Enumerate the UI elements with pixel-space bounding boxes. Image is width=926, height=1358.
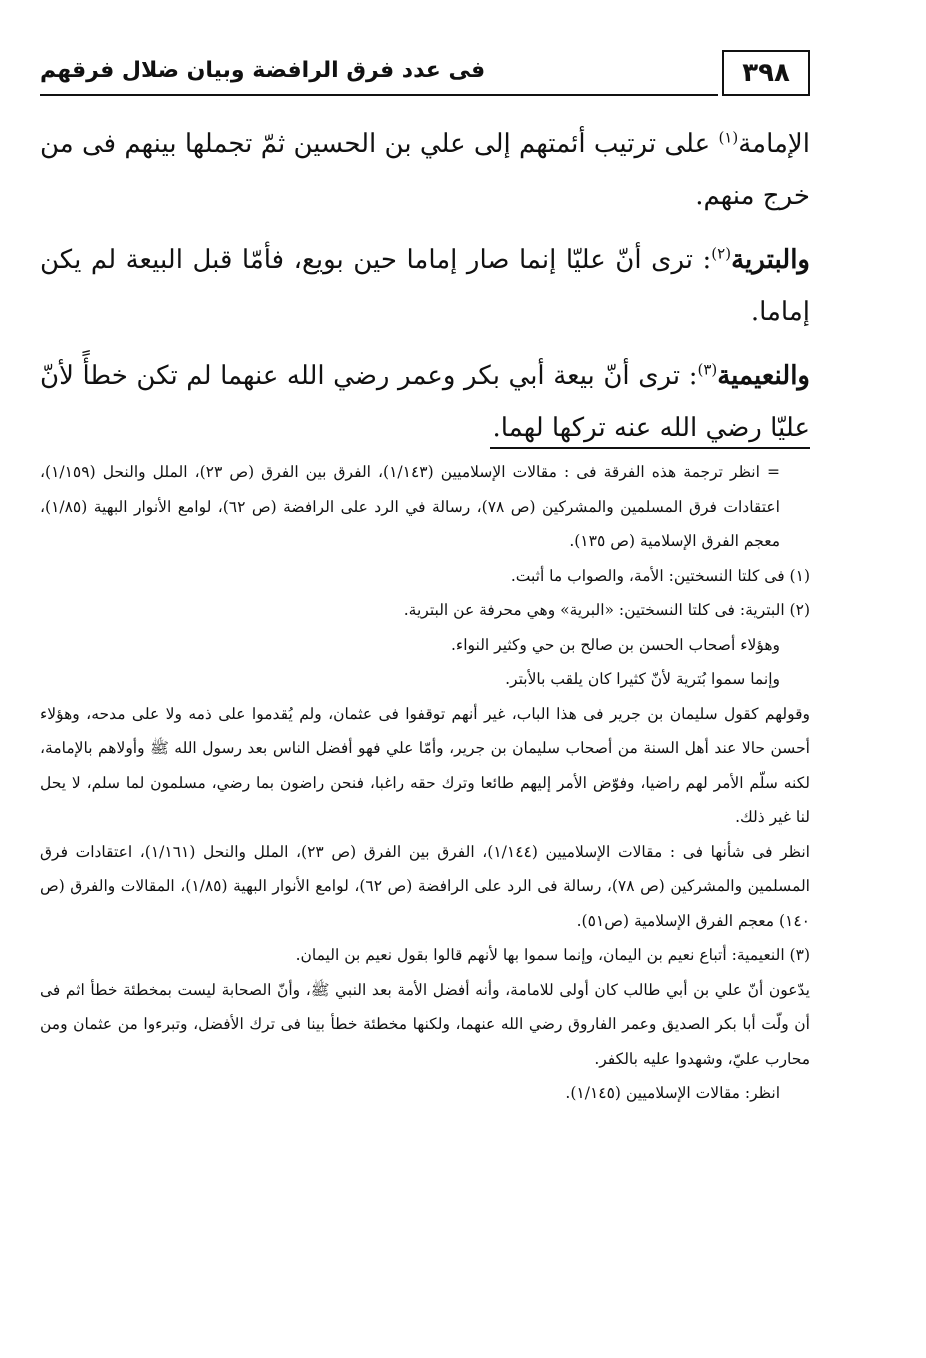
footnote-3-paragraph: يدّعون أنّ علي بن أبي طالب كان أولى للامامة، وأنه أفضل الأمة بعد النبي ﷺ، وأنّ الصحابة ليست بمخطئة خطأ اثم فى أن ولّت أبا بكر الصديق وعمر الفاروق رضي الله عنهما، ولكنها مخطئة خطأ بينا فى ترك الأفضل، وتبرءوا من عثمان ومن محارب عليّ، وشهدوا عليه بالكفر. [40, 980, 810, 1068]
footnote-2-references: انظر فى شأنها فى : مقالات الإسلاميين (١/١٤٤)، الفرق بين الفرق (ص ٢٣)، الملل والنحل (١/١٦١)، اعتقادات فرق المسلمين والمشركين (ص ٧٨)، رسالة فى الرد على الرافضة (ص ٦٢)، لوامع الأنوار البهية (١/٨٥)، المقالات والفرق (ص ١٤٠) معجم الفرق الإسلامية (ص٥١). [40, 842, 810, 930]
footnote-separator [490, 447, 810, 449]
footnote-3-references: انظر: مقالات الإسلاميين (١/١٤٥). [565, 1084, 780, 1102]
paragraph-nuaymiyya [40, 350, 810, 454]
page-header [40, 50, 810, 98]
page-number: ٣٩٨ [722, 50, 810, 96]
footnote-2-line: وهؤلاء أصحاب الحسن بن صالح بن حي وكثير النواء. [450, 635, 780, 654]
footnote-ref-3: (٣) [697, 360, 718, 379]
footnotes [40, 455, 810, 1111]
footnote-continued: = انظر ترجمة هذه الفرقة فى : مقالات الإسلاميين (١/١٤٣)، الفرق بين الفرق (ص ٢٣)، الملل والنحل (١/١٥٩)، اعتقادات فرق المسلمين والمشركين (ص ٧٨)، رسالة في الرد على الرافضة (ص ٦٢)، لوامع الأنوار البهية (١/٨٥)، معجم الفرق الإسلامية (ص ١٣٥). [40, 463, 780, 550]
footnote-ref-1: (١) [718, 128, 739, 147]
paragraph-batriyya [40, 234, 810, 338]
paragraph-imama-lead: الإمامة [738, 129, 810, 159]
paragraph-nuaymiyya-body: : ترى أنّ بيعة أبي بكر وعمر رضي الله عنهما لم تكن خطأً لأنّ عليّا رضي الله عنه تركها لهما. [40, 361, 810, 443]
footnote-1: (١) فى كلتا النسختين: الأمة، والصواب ما أثبت. [510, 566, 810, 585]
paragraph-imama-body: على ترتيب أئمتهم إلى علي بن الحسين ثمّ تجملها بينهم فى من خرج منهم. [40, 129, 810, 211]
running-title: فى عدد فرق الرافضة وبيان ضلال فرقهم [40, 58, 486, 83]
paragraph-imama [40, 118, 810, 222]
footnote-2-line: وإنما سموا بُترية لأنّ كثيرا كان يلقب بالأبتر. [505, 670, 780, 688]
term-nuaymiyya: والنعيمية [717, 361, 810, 391]
header-rule [40, 94, 718, 96]
paragraph-batriyya-body: : ترى أنّ عليّا إنما صار إماما حين بويع، فأمّا قبل البيعة لم يكن إماما. [40, 245, 810, 327]
footnote-2-heading: (٢) البترية: فى كلتا النسختين: «البرية» وهي محرفة عن البترية. [403, 601, 810, 619]
footnote-ref-2: (٢) [711, 244, 732, 263]
footnote-3-heading: (٣) النعيمية: أتباع نعيم بن اليمان، وإنما سموا بها لأنهم قالوا بقول نعيم بن اليمان. [295, 946, 810, 964]
footnote-2-paragraph: وقولهم كقول سليمان بن جرير فى هذا الباب، غير أنهم توقفوا فى عثمان، ولم يُقدموا على ذمه ولا على مدحه، وهؤلاء أحسن حالا عند أهل السنة من أصحاب سليمان بن جرير، وأمّا علي فهو أفضل الناس بعد رسول الله ﷺ وأولاهم بالإمامة، لكنه سلّم الأمر لهم راضيا، وفوّض الأمر إليهم طائعا وترك حقه راغبا، فنحن راضون بما رضي، مسلمون لما سلم، لا يحل لنا غير ذلك. [40, 704, 810, 826]
main-text [40, 118, 810, 466]
term-batriyya: والبترية [731, 245, 810, 275]
